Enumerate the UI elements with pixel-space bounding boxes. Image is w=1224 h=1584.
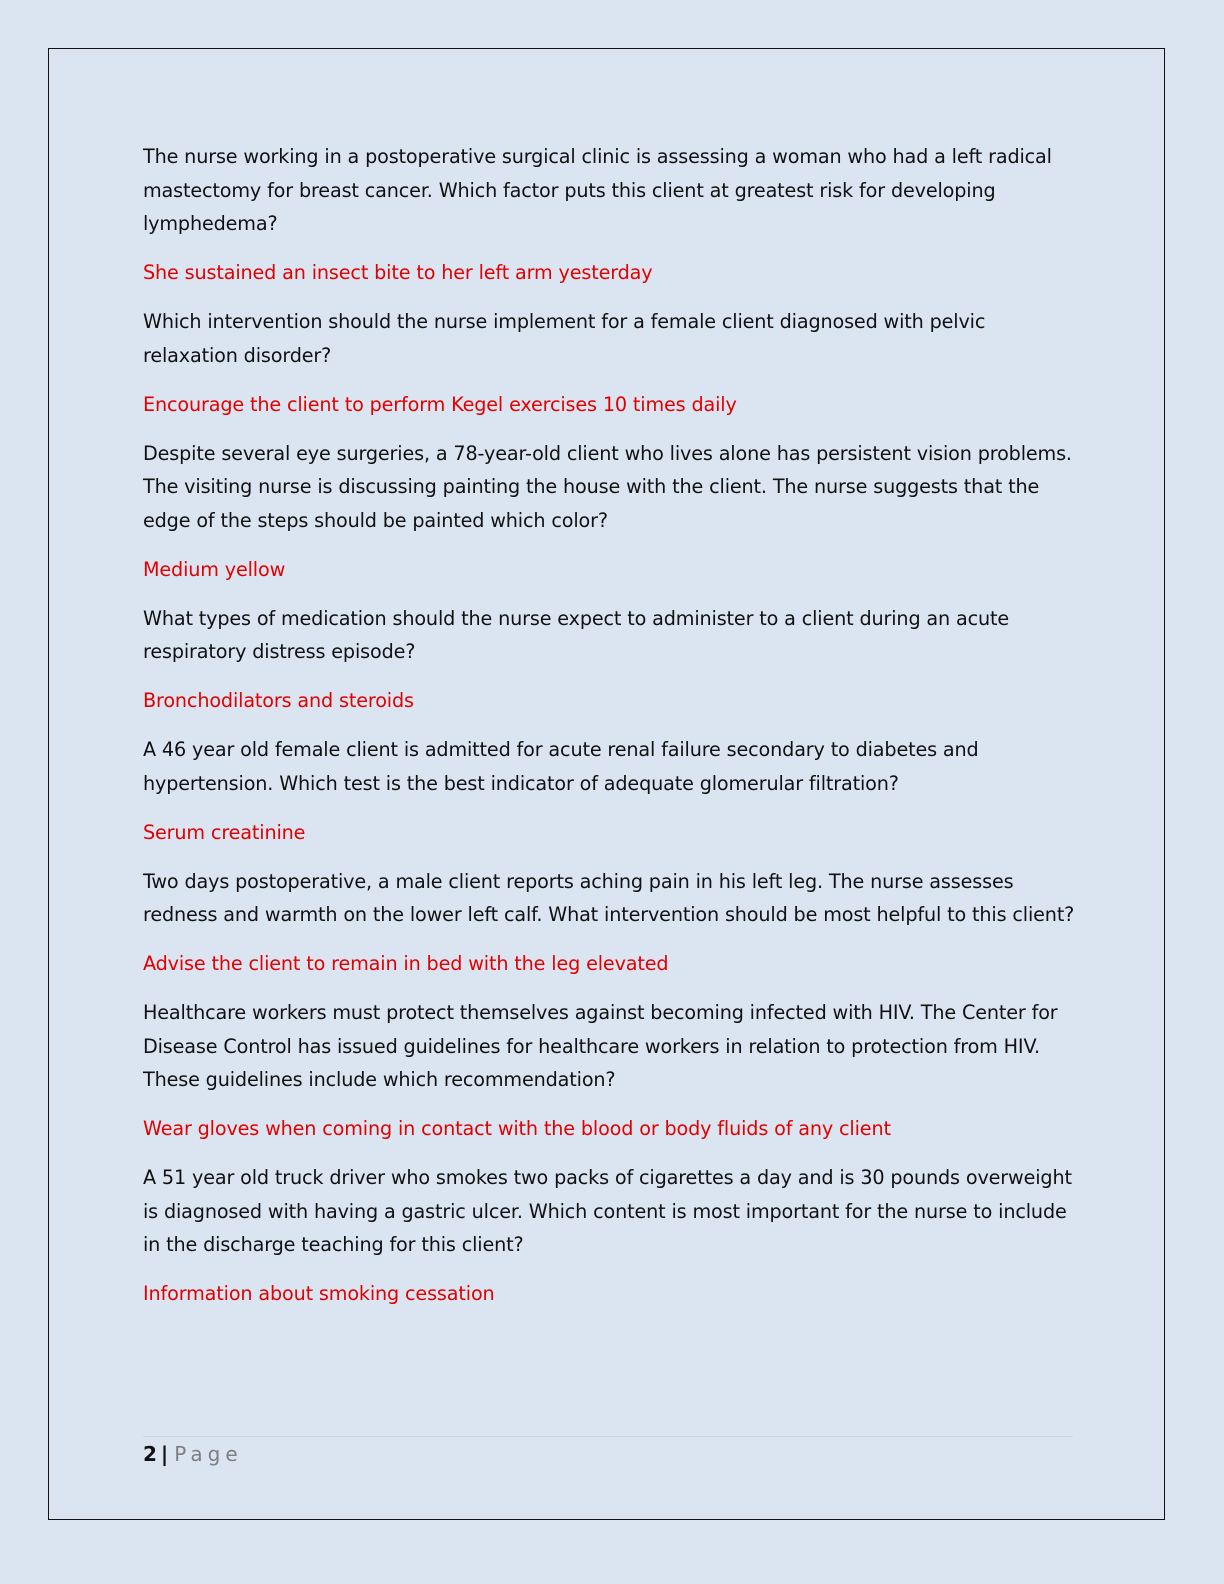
question-text: Two days postoperative, a male client reports aching pain in his left leg. The nurse assesses redness and warmth on the lower left calf. What intervention should be most helpful to this client? — [143, 869, 1075, 926]
qa-item-6 — [143, 865, 1078, 981]
answer-text: Medium yellow — [143, 557, 286, 581]
answer-text: Information about smoking cessation — [143, 1282, 495, 1305]
question-text: The nurse working in a postoperative surgical clinic is assessing a woman who had a left radical mastectomy for breast cancer. Which factor puts this client at greatest risk for developing lymphedema? — [143, 145, 1052, 235]
page-label: Page — [174, 1442, 243, 1466]
question-text: Despite several eye surgeries, a 78-year-old client who lives alone has persistent vision problems. The visiting nurse is discussing painting the house with the client. The nurse suggests that the edge of the steps should be painted which color? — [143, 441, 1072, 532]
question-text: Healthcare workers must protect themselves against becoming infected with HIV. The Center for Disease Control has issued guidelines for healthcare workers in relation to protection from HIV. These guidelines include which recommendation? — [143, 1001, 1058, 1091]
answer-text: Advise the client to remain in bed with the leg elevated — [143, 952, 669, 975]
answer-text: She sustained an insect bite to her left arm yesterday — [143, 261, 653, 284]
question-text: What types of medication should the nurse expect to administer to a client during an acute respiratory distress episode? — [143, 606, 1010, 663]
answer-text: Bronchodilators and steroids — [143, 689, 414, 712]
question-text: A 46 year old female client is admitted for acute renal failure secondary to diabetes and hypertension. Which test is the best indicator of adequate glomerular filtration? — [143, 738, 979, 795]
page-number: 2 — [143, 1442, 157, 1466]
qa-item-2 — [143, 305, 1078, 421]
footer-divider — [143, 1436, 1073, 1437]
answer-text: Wear gloves when coming in contact with the blood or body fluids of any client — [143, 1117, 891, 1140]
qa-item-4 — [143, 602, 1078, 718]
question-text: A 51 year old truck driver who smokes two packs of cigarettes a day and is 30 pounds overweight is diagnosed with having a gastric ulcer. Which content is most important for the nurse to include in the discharge teaching for this client? — [143, 1166, 1072, 1256]
qa-item-5 — [143, 733, 1078, 849]
question-text: Which intervention should the nurse implement for a female client diagnosed with pelvic relaxation disorder? — [143, 310, 986, 367]
page-footer — [143, 1440, 243, 1468]
footer-separator: | — [160, 1442, 169, 1466]
qa-item-3 — [143, 437, 1078, 587]
qa-item-8 — [143, 1161, 1078, 1311]
qa-item-1 — [143, 140, 1078, 290]
answer-text: Serum creatinine — [143, 820, 306, 844]
answer-text: Encourage the client to perform Kegel exercises 10 times daily — [143, 392, 737, 416]
document-body — [143, 140, 1078, 1326]
qa-item-7 — [143, 996, 1078, 1146]
